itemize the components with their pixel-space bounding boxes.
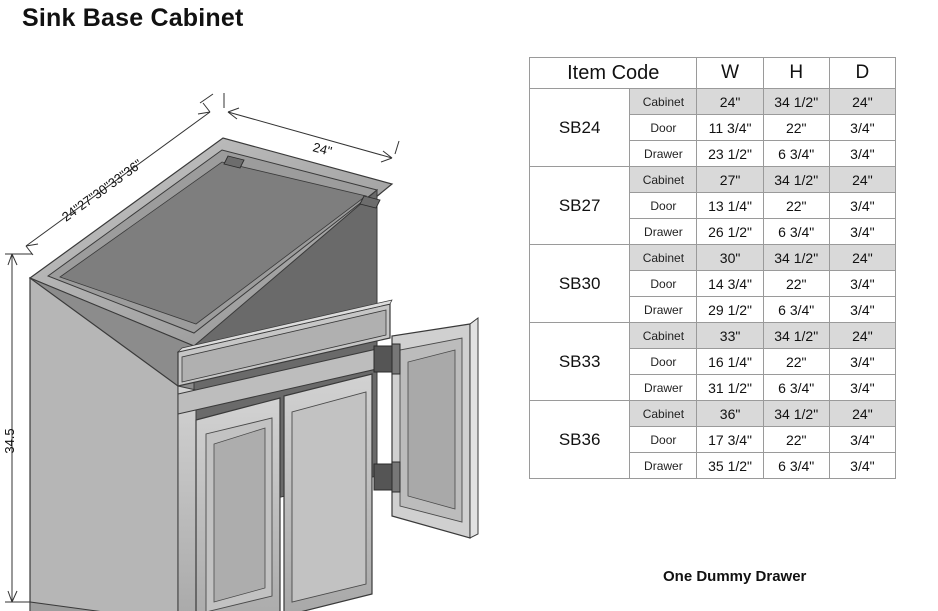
dimension-height-label: 34.5 xyxy=(2,428,17,454)
cell-h: 6 3/4" xyxy=(763,375,829,401)
cell-w: 14 3/4" xyxy=(697,271,763,297)
cell-w: 33" xyxy=(697,323,763,349)
part-label: Cabinet xyxy=(630,89,697,115)
page-title: Sink Base Cabinet xyxy=(22,4,244,32)
cell-h: 22" xyxy=(763,193,829,219)
cell-w: 27" xyxy=(697,167,763,193)
cell-d: 3/4" xyxy=(829,453,895,479)
cell-h: 34 1/2" xyxy=(763,401,829,427)
part-label: Drawer xyxy=(630,219,697,245)
cell-w: 29 1/2" xyxy=(697,297,763,323)
part-label: Cabinet xyxy=(630,167,697,193)
cell-h: 34 1/2" xyxy=(763,323,829,349)
dimension-height-left xyxy=(5,254,32,602)
part-label: Drawer xyxy=(630,453,697,479)
table-row xyxy=(530,323,896,349)
part-label: Door xyxy=(630,349,697,375)
table-row xyxy=(530,401,896,427)
part-label: Cabinet xyxy=(630,245,697,271)
item-code-cell: SB27 xyxy=(530,167,630,245)
header-item-code: Item Code xyxy=(530,58,697,89)
cell-h: 34 1/2" xyxy=(763,167,829,193)
item-code-cell: SB24 xyxy=(530,89,630,167)
part-label: Drawer xyxy=(630,297,697,323)
part-label: Door xyxy=(630,271,697,297)
header-w: W xyxy=(697,58,763,89)
cell-d: 3/4" xyxy=(829,375,895,401)
cell-d: 24" xyxy=(829,401,895,427)
cell-w: 31 1/2" xyxy=(697,375,763,401)
cell-h: 22" xyxy=(763,427,829,453)
cell-w: 24" xyxy=(697,89,763,115)
cell-w: 23 1/2" xyxy=(697,141,763,167)
part-label: Door xyxy=(630,115,697,141)
table-header-row xyxy=(530,58,896,89)
cell-d: 3/4" xyxy=(829,115,895,141)
cell-d: 3/4" xyxy=(829,297,895,323)
cell-h: 22" xyxy=(763,349,829,375)
item-code-cell: SB30 xyxy=(530,245,630,323)
cell-d: 3/4" xyxy=(829,271,895,297)
cell-d: 3/4" xyxy=(829,219,895,245)
cell-h: 22" xyxy=(763,115,829,141)
cell-h: 6 3/4" xyxy=(763,219,829,245)
cell-w: 16 1/4" xyxy=(697,349,763,375)
cell-w: 13 1/4" xyxy=(697,193,763,219)
cell-w: 35 1/2" xyxy=(697,453,763,479)
cell-w: 36" xyxy=(697,401,763,427)
part-label: Door xyxy=(630,427,697,453)
cell-h: 6 3/4" xyxy=(763,453,829,479)
dimension-width-label: 24"27"30"33"36" xyxy=(58,156,145,225)
specification-table xyxy=(529,57,896,479)
cell-w: 30" xyxy=(697,245,763,271)
cell-h: 34 1/2" xyxy=(763,89,829,115)
cell-d: 24" xyxy=(829,323,895,349)
cell-w: 17 3/4" xyxy=(697,427,763,453)
cell-h: 22" xyxy=(763,271,829,297)
item-code-cell: SB33 xyxy=(530,323,630,401)
cell-w: 11 3/4" xyxy=(697,115,763,141)
cell-h: 6 3/4" xyxy=(763,141,829,167)
cabinet-illustration xyxy=(0,46,520,611)
header-h: H xyxy=(763,58,829,89)
header-d: D xyxy=(829,58,895,89)
cell-d: 24" xyxy=(829,245,895,271)
cell-d: 24" xyxy=(829,167,895,193)
part-label: Door xyxy=(630,193,697,219)
footnote: One Dummy Drawer xyxy=(663,568,807,585)
cell-d: 3/4" xyxy=(829,427,895,453)
part-label: Cabinet xyxy=(630,323,697,349)
cell-d: 3/4" xyxy=(829,141,895,167)
cell-d: 3/4" xyxy=(829,349,895,375)
cell-w: 26 1/2" xyxy=(697,219,763,245)
part-label: Drawer xyxy=(630,141,697,167)
part-label: Cabinet xyxy=(630,401,697,427)
part-label: Drawer xyxy=(630,375,697,401)
dimension-depth-label: 24" xyxy=(311,139,334,159)
table-row xyxy=(530,167,896,193)
cell-h: 34 1/2" xyxy=(763,245,829,271)
item-code-cell: SB36 xyxy=(530,401,630,479)
cell-d: 24" xyxy=(829,89,895,115)
table-row xyxy=(530,89,896,115)
table-row xyxy=(530,245,896,271)
cell-h: 6 3/4" xyxy=(763,297,829,323)
cell-d: 3/4" xyxy=(829,193,895,219)
